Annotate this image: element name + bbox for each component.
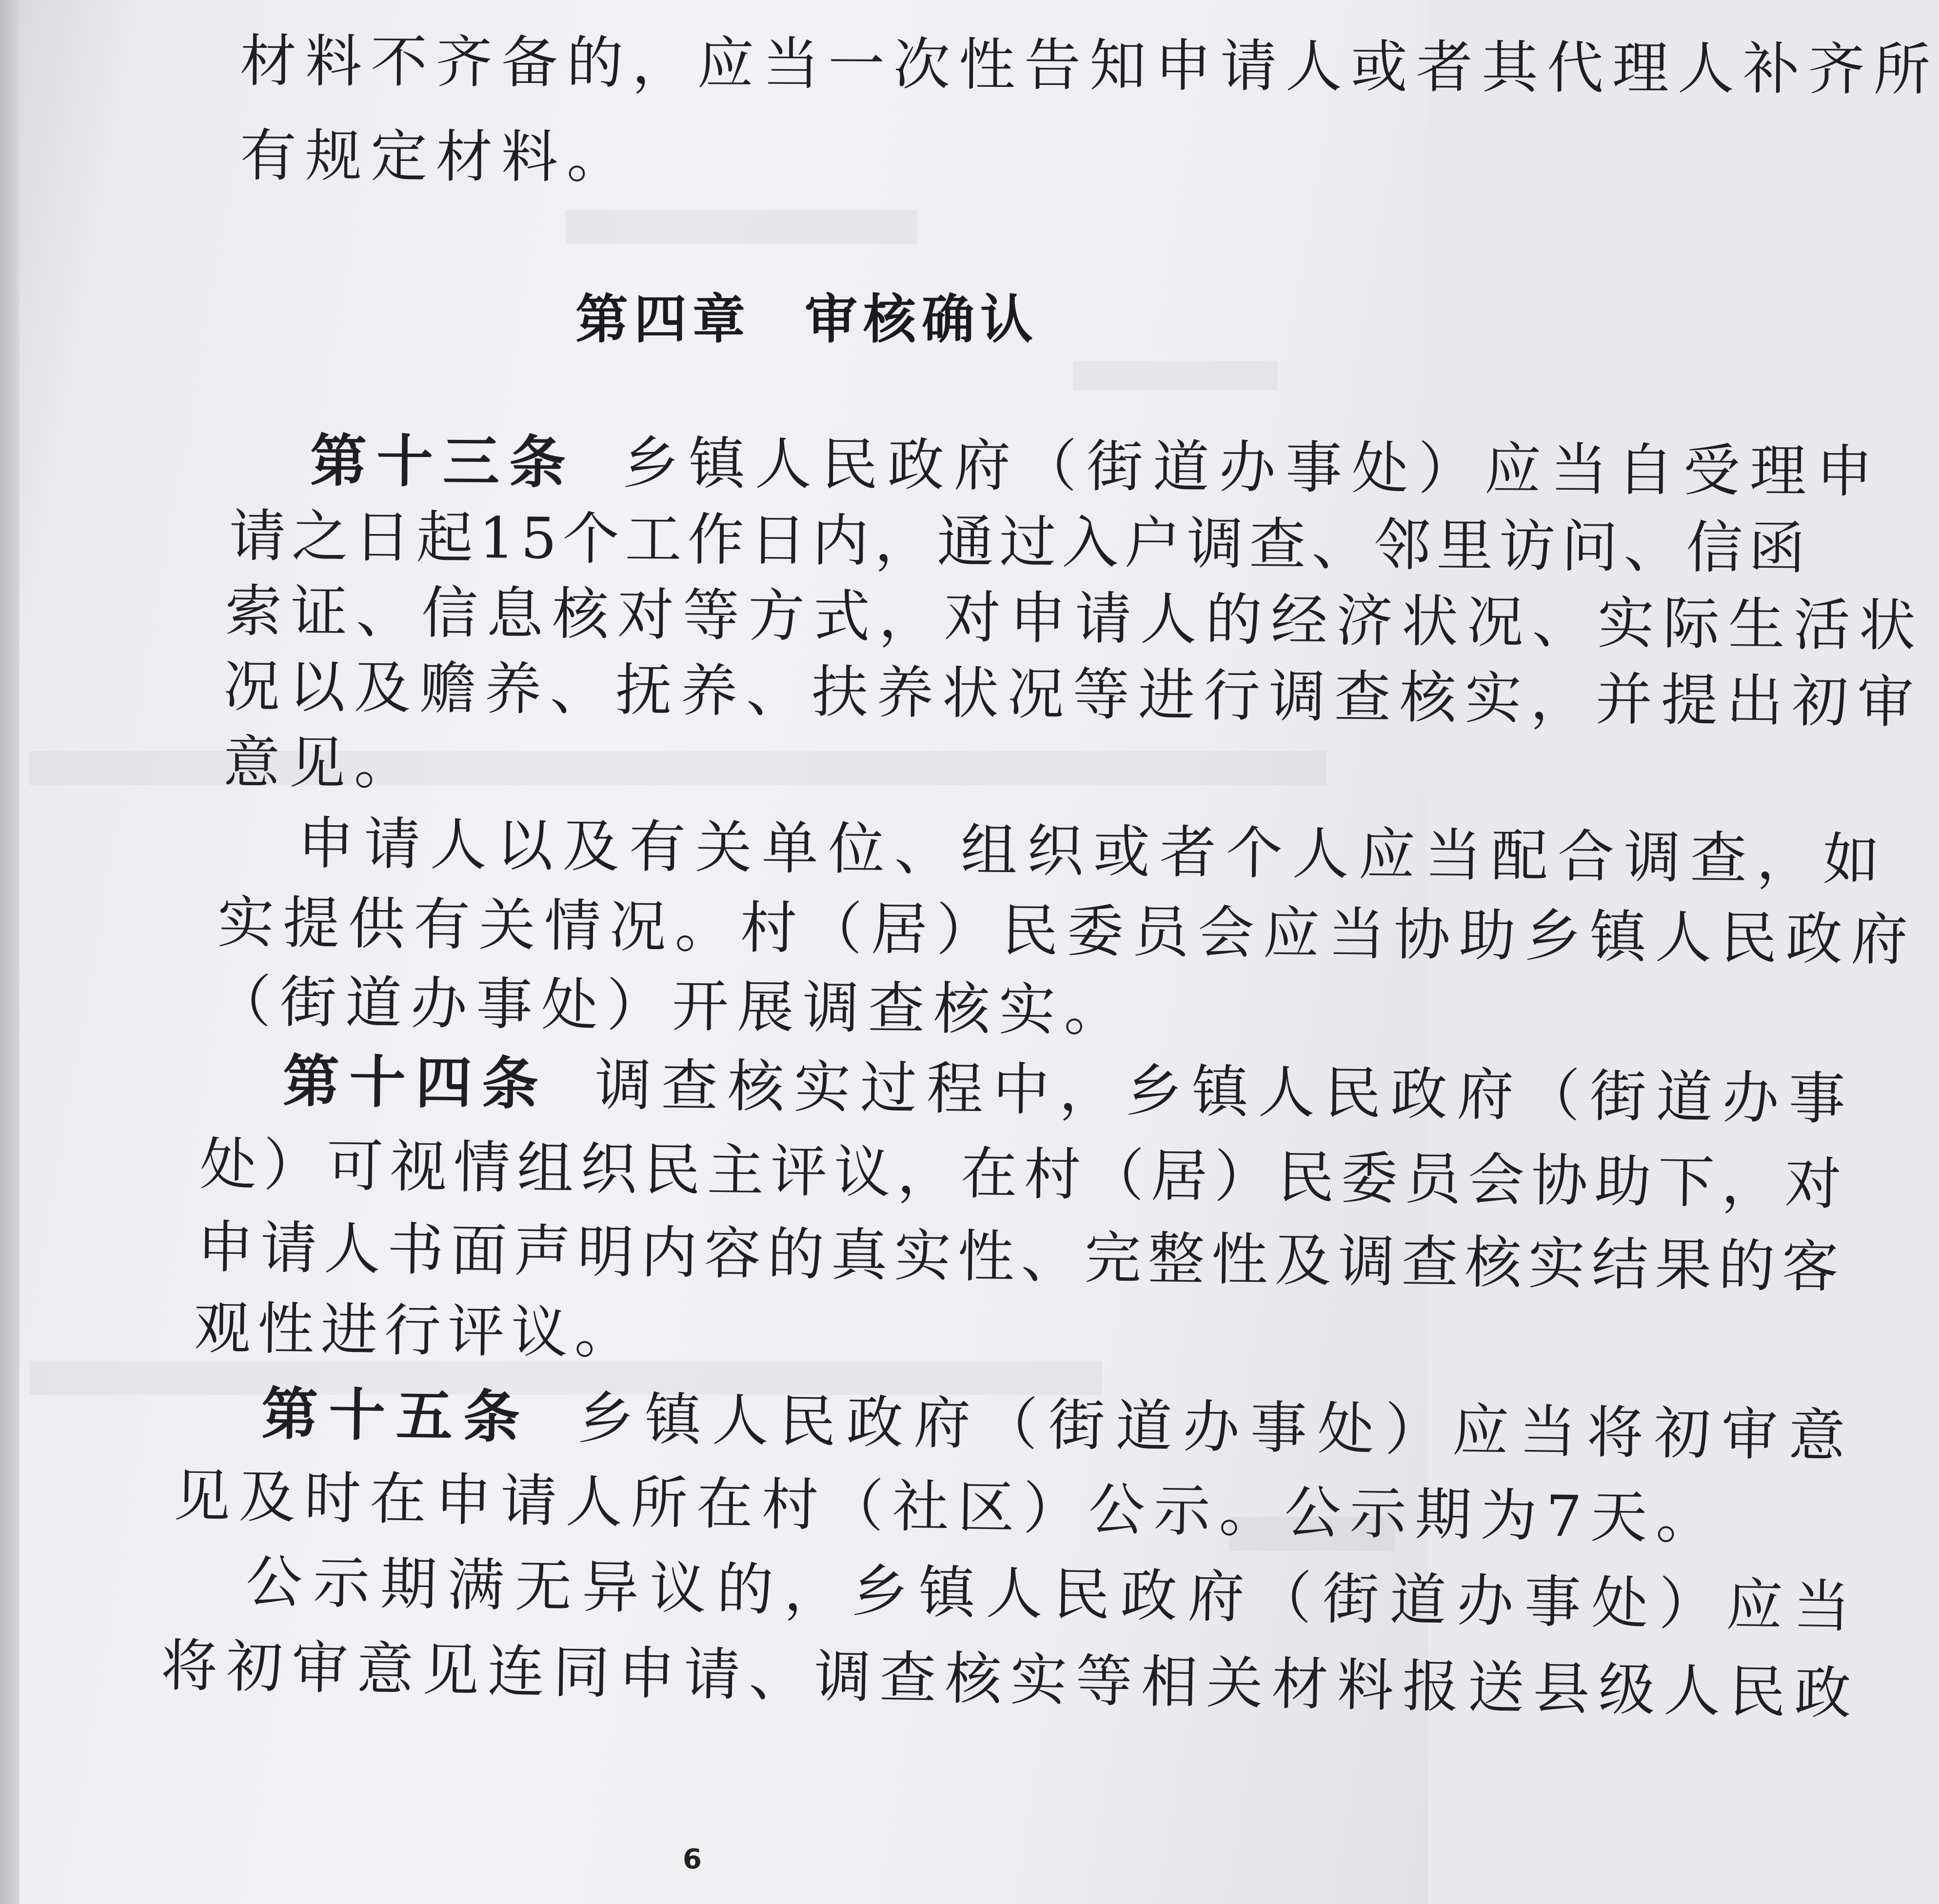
show-through-bar [29,1361,1102,1395]
text-line: 材料不齐备的，应当一次性告知申请人或者其代理人补齐所 [239,28,1939,103]
article-line: 第十四条 调查核实过程中，乡镇人民政府（街道办事 [282,1049,1856,1132]
text-line: （街道办事处）开展调查核实。 [214,969,1130,1044]
article-line: 第十三条 乡镇人民政府（街道办事处）应当自受理申 [310,428,1883,505]
page-fold-shadow [0,0,20,1904]
text-line: 意见。 [223,730,420,797]
chapter-heading [575,277,1039,353]
text-line: 实提供有关情况。村（居）民委员会应当协助乡镇人民政府 [217,890,1917,973]
page-number: 6 [683,1844,702,1875]
chapter-number: 第四章 [575,289,752,350]
text-line: 索证、信息核对等方式，对申请人的经济状况、实际生活状 [225,578,1925,659]
text-line: 有规定材料。 [239,123,633,191]
text-line: 观性进行评议。 [194,1295,638,1367]
article-label: 第十三条 [310,428,576,496]
chapter-title: 审核确认 [805,289,1039,350]
text-line: 况以及赡养、抚养、扶养状况等进行调查核实，并提出初审 [223,654,1923,736]
article-label: 第十五条 [261,1381,531,1451]
text-line: 处）可视情组织民主评议，在村（居）民委员会协助下，对 [199,1131,1849,1218]
text-line: 见及时在申请人所在村（社区）公示。公示期为7天。 [173,1463,1722,1552]
text-line: 将初审意见连同申请、调查核实等相关材料报送县级人民政 [160,1633,1860,1727]
text-line: 申请人以及有关单位、组织或者个人应当配合调查，如 [297,811,1890,893]
show-through-bar [566,210,917,244]
text-line: 申请人书面声明内容的真实性、完整性及调查核实结果的客 [197,1214,1846,1301]
text-line: 请之日起15个工作日内，通过入户调查、邻里访问、信函 [229,503,1812,582]
show-through-bar [1073,361,1278,390]
text-line: 公示期满无异议的，乡镇人民政府（街道办事处）应当 [245,1549,1861,1641]
article-line: 第十五条 乡镇人民政府（街道办事处）应当将初审意 [261,1381,1857,1469]
article-label: 第十四条 [282,1049,549,1118]
